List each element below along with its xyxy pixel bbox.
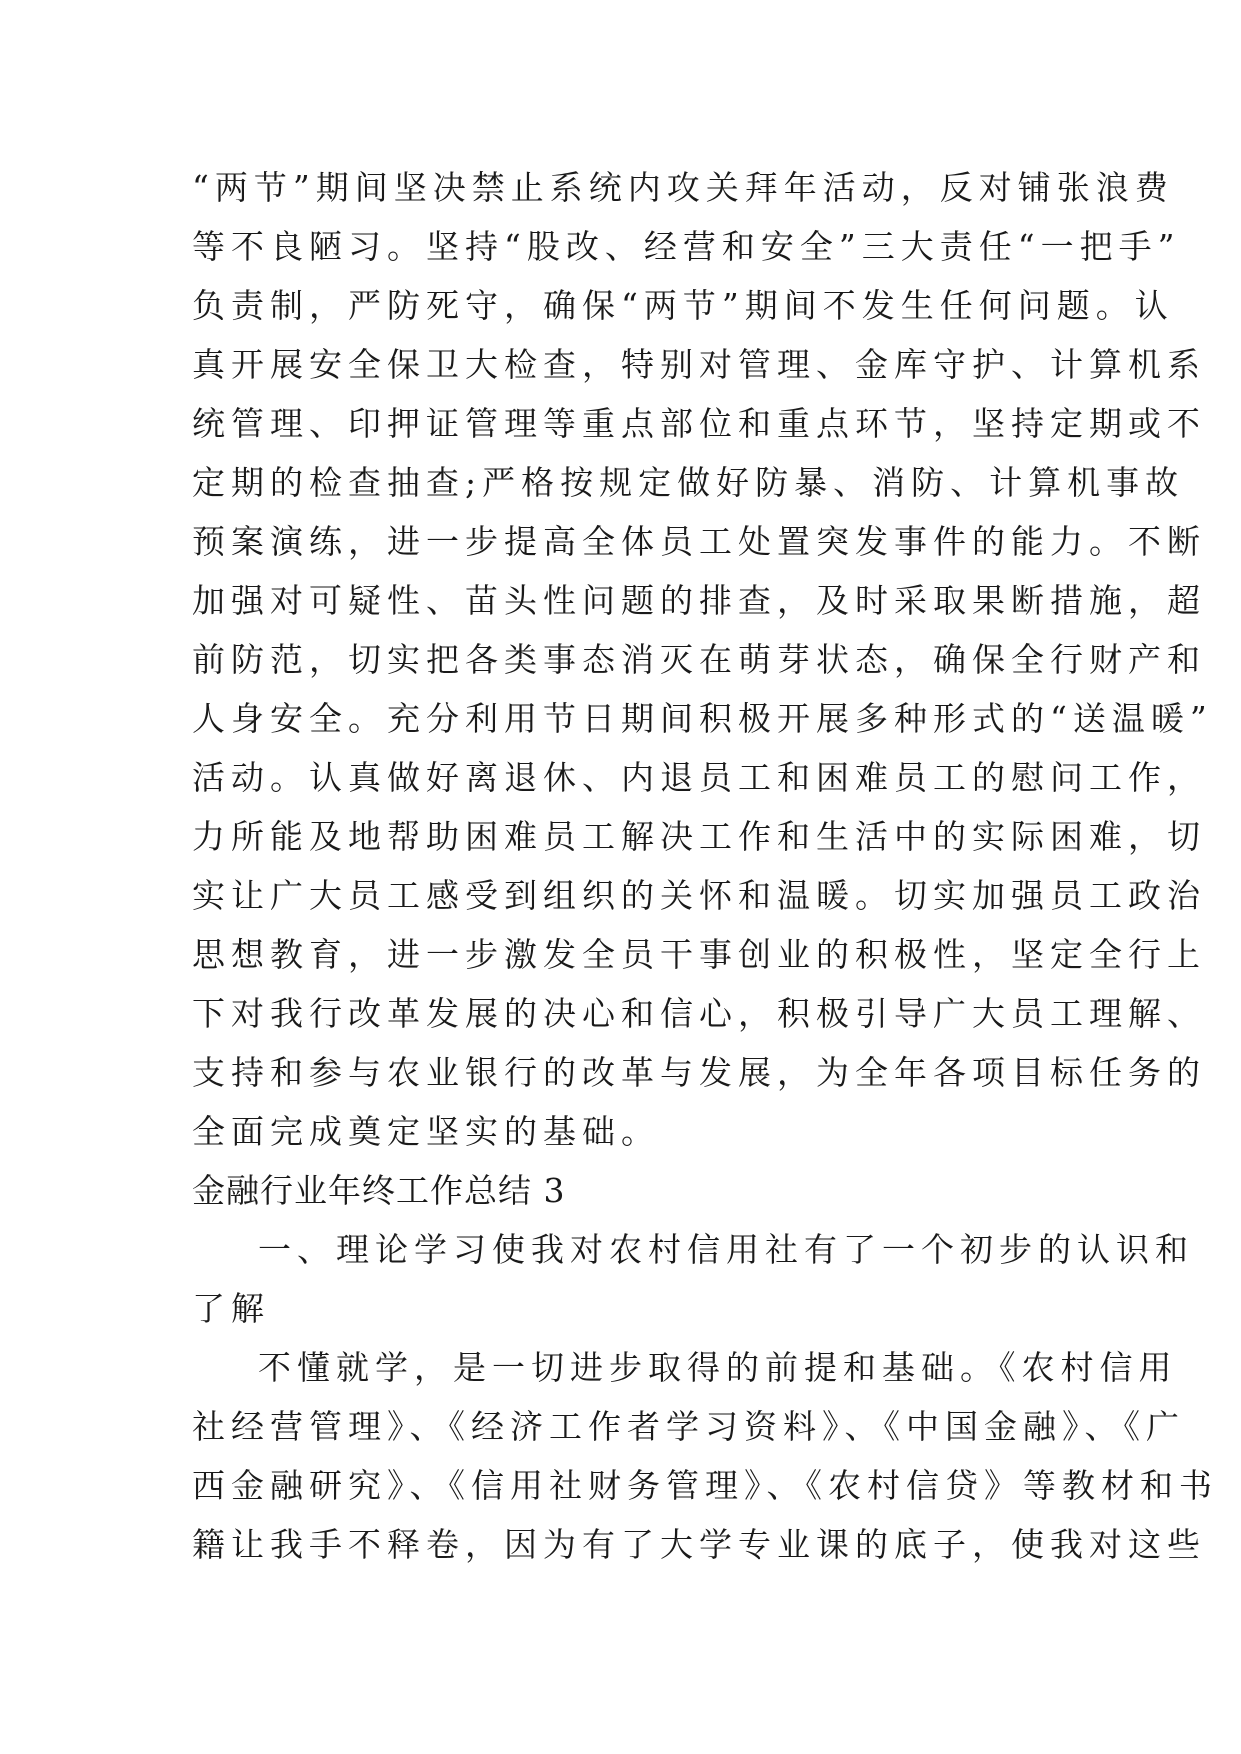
text-line: 统管理、印押证管理等重点部位和重点环节，坚持定期或不 <box>192 404 1206 443</box>
text-line: 加强对可疑性、苗头性问题的排查，及时采取果断措施，超 <box>192 581 1206 620</box>
text-line: 负责制，严防死守，确保“两节”期间不发生任何问题。认 <box>192 286 1174 325</box>
text-line: “两节”期间坚决禁止系统内攻关拜年活动，反对铺张浪费 <box>192 168 1174 207</box>
text-line: 前防范，切实把各类事态消灭在萌芽状态，确保全行财产和 <box>192 640 1206 679</box>
text-line: 等不良陋习。坚持“股改、经营和安全”三大责任“一把手” <box>192 227 1181 266</box>
text-line: 定期的检查抽查;严格按规定做好防暴、消防、计算机事故 <box>192 463 1185 502</box>
text-line: 思想教育，进一步激发全员干事创业的积极性，坚定全行上 <box>192 935 1206 974</box>
paragraph-line: 西金融研究》、《信用社财务管理》、《农村信贷》等教材和书 <box>192 1466 1218 1505</box>
text-line: 真开展安全保卫大检查，特别对管理、金库守护、计算机系 <box>192 345 1206 384</box>
subheading: 一、理论学习使我对农村信用社有了一个初步的认识和 <box>258 1230 1194 1269</box>
text-line: 人身安全。充分利用节日期间积极开展多种形式的“送温暖” <box>192 699 1213 738</box>
document-body <box>192 158 1218 1574</box>
text-line: 下对我行改革发展的决心和信心，积极引导广大员工理解、 <box>192 994 1206 1033</box>
text-line: 活动。认真做好离退休、内退员工和困难员工的慰问工作， <box>192 758 1206 797</box>
paragraph-line: 籍让我手不释卷，因为有了大学专业课的底子，使我对这些 <box>192 1525 1206 1564</box>
subheading-continuation: 了解 <box>192 1289 270 1328</box>
text-line: 实让广大员工感受到组织的关怀和温暖。切实加强员工政治 <box>192 876 1206 915</box>
text-line: 预案演练，进一步提高全体员工处置突发事件的能力。不断 <box>192 522 1206 561</box>
section-title: 金融行业年终工作总结 3 <box>192 1171 566 1210</box>
paragraph-line: 不懂就学，是一切进步取得的前提和基础。《农村信用 <box>258 1348 1178 1387</box>
text-line: 全面完成奠定坚实的基础。 <box>192 1112 660 1151</box>
text-line: 支持和参与农业银行的改革与发展，为全年各项目标任务的 <box>192 1053 1206 1092</box>
text-line: 力所能及地帮助困难员工解决工作和生活中的实际困难，切 <box>192 817 1206 856</box>
paragraph-line: 社经营管理》、《经济工作者学习资料》、《中国金融》、《广 <box>192 1407 1185 1446</box>
